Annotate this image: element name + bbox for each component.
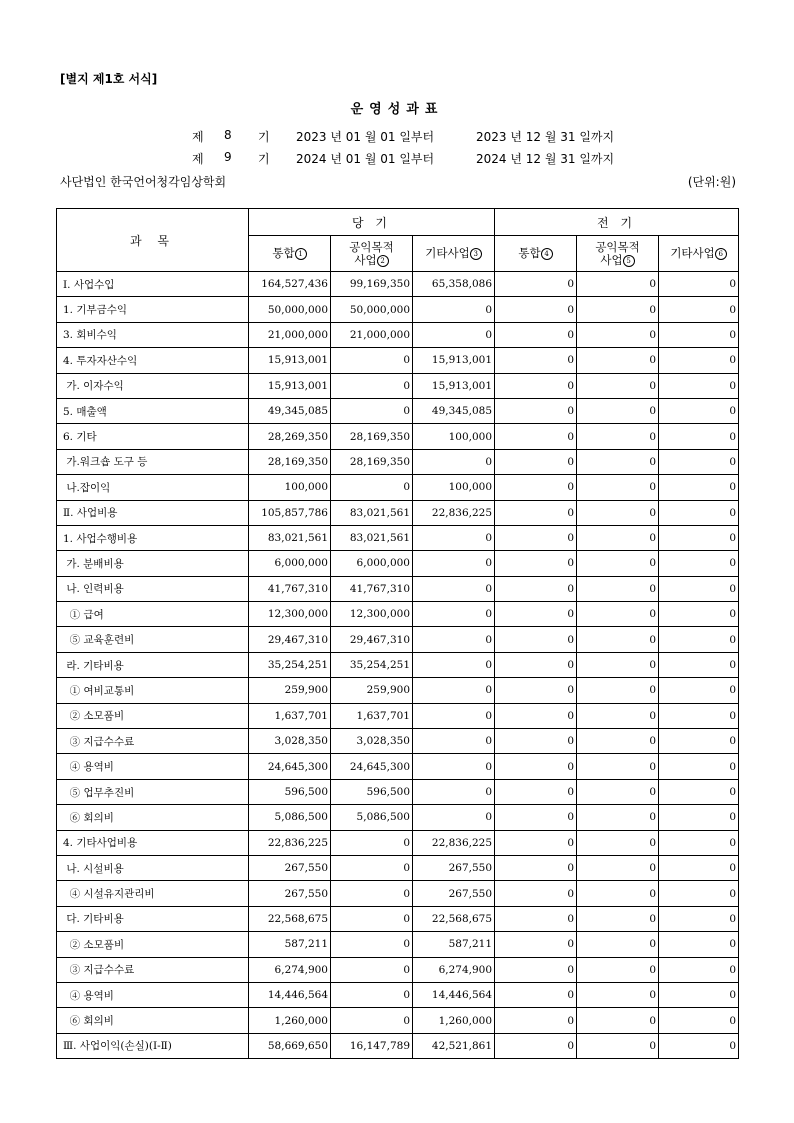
row-value: 83,021,561 (249, 525, 331, 550)
row-value: 0 (577, 957, 659, 982)
row-value: 50,000,000 (331, 297, 413, 322)
row-value: 99,169,350 (331, 272, 413, 297)
row-subject: 가.워크숍 도구 등 (57, 449, 249, 474)
row-value: 259,900 (331, 678, 413, 703)
row-subject: ② 소모품비 (57, 932, 249, 957)
row-value: 0 (577, 500, 659, 525)
row-value: 0 (659, 982, 739, 1007)
period-label: 제 (192, 152, 204, 166)
row-value: 0 (331, 982, 413, 1007)
row-value: 0 (495, 424, 577, 449)
row-value: 0 (577, 1033, 659, 1058)
row-value: 0 (413, 322, 495, 347)
row-value: 15,913,001 (413, 348, 495, 373)
table-row (57, 855, 739, 880)
row-value: 1,637,701 (331, 703, 413, 728)
row-subject: 라. 기타비용 (57, 652, 249, 677)
row-value: 0 (659, 322, 739, 347)
table-row (57, 348, 739, 373)
table-row (57, 805, 739, 830)
period-from: 2024 년 01 월 01 일부터 (296, 152, 435, 166)
row-value: 42,521,861 (413, 1033, 495, 1058)
column-number-badge: 4 (541, 248, 553, 260)
column-number-badge: 5 (623, 255, 635, 267)
row-value: 5,086,500 (331, 805, 413, 830)
row-value: 29,467,310 (249, 627, 331, 652)
row-subject: 6. 기타 (57, 424, 249, 449)
row-value: 0 (495, 729, 577, 754)
row-subject: ③ 지급수수료 (57, 729, 249, 754)
row-value: 14,446,564 (413, 982, 495, 1007)
row-value: 0 (495, 348, 577, 373)
row-value: 0 (577, 449, 659, 474)
row-value: 0 (577, 855, 659, 880)
row-value: 0 (577, 703, 659, 728)
row-value: 0 (577, 906, 659, 931)
row-value: 6,000,000 (331, 551, 413, 576)
row-value: 0 (413, 678, 495, 703)
row-value: 15,913,001 (413, 373, 495, 398)
row-value: 14,446,564 (249, 982, 331, 1007)
table-row (57, 932, 739, 957)
row-value: 0 (331, 348, 413, 373)
row-value: 49,345,085 (249, 398, 331, 423)
row-value: 0 (577, 348, 659, 373)
row-value: 29,467,310 (331, 627, 413, 652)
row-value: 28,169,350 (249, 449, 331, 474)
column-header (413, 236, 495, 272)
row-subject: 가. 이자수익 (57, 373, 249, 398)
row-subject: ③ 지급수수료 (57, 957, 249, 982)
row-value: 0 (659, 1033, 739, 1058)
row-value: 0 (495, 779, 577, 804)
table-row (57, 373, 739, 398)
row-subject: Ⅱ. 사업비용 (57, 500, 249, 525)
column-header (577, 236, 659, 272)
row-value: 100,000 (413, 475, 495, 500)
row-value: 0 (577, 805, 659, 830)
row-value: 6,274,900 (249, 957, 331, 982)
period-gi: 기 (258, 130, 270, 144)
row-subject: ④ 시설유지관리비 (57, 881, 249, 906)
row-value: 0 (659, 703, 739, 728)
column-header-label: 기타사업 (425, 246, 470, 260)
row-value: 0 (413, 576, 495, 601)
table-row (57, 475, 739, 500)
table-row (57, 906, 739, 931)
row-value: 0 (659, 576, 739, 601)
row-value: 0 (659, 627, 739, 652)
table-row (57, 729, 739, 754)
table-row (57, 398, 739, 423)
row-value: 6,000,000 (249, 551, 331, 576)
row-value: 0 (577, 272, 659, 297)
row-value: 0 (495, 500, 577, 525)
row-value: 16,147,789 (331, 1033, 413, 1058)
row-value: 0 (413, 449, 495, 474)
row-value: 587,211 (413, 932, 495, 957)
column-number-badge: 1 (295, 248, 307, 260)
row-value: 0 (577, 881, 659, 906)
row-value: 0 (495, 475, 577, 500)
row-subject: ④ 용역비 (57, 754, 249, 779)
row-value: 21,000,000 (331, 322, 413, 347)
row-value: 0 (659, 1008, 739, 1033)
organization-name: 사단법인 한국언어청각임상학회 (60, 175, 227, 189)
row-value: 28,269,350 (249, 424, 331, 449)
row-value: 22,836,225 (413, 830, 495, 855)
row-value: 0 (659, 500, 739, 525)
row-value: 0 (659, 652, 739, 677)
table-row (57, 652, 739, 677)
row-value: 12,300,000 (331, 602, 413, 627)
table-row (57, 1033, 739, 1058)
row-value: 0 (577, 322, 659, 347)
row-subject: 5. 매출액 (57, 398, 249, 423)
row-value: 100,000 (249, 475, 331, 500)
row-value: 0 (495, 576, 577, 601)
row-value: 0 (331, 475, 413, 500)
row-value: 0 (659, 398, 739, 423)
row-subject: 나. 시설비용 (57, 855, 249, 880)
row-value: 0 (577, 982, 659, 1007)
row-value: 24,645,300 (249, 754, 331, 779)
table-row (57, 1008, 739, 1033)
row-value: 83,021,561 (331, 525, 413, 550)
row-value: 0 (495, 982, 577, 1007)
row-value: 24,645,300 (331, 754, 413, 779)
row-value: 35,254,251 (331, 652, 413, 677)
row-value: 0 (413, 602, 495, 627)
column-number-badge: 6 (715, 248, 727, 260)
row-subject: 1. 사업수행비용 (57, 525, 249, 550)
row-value: 587,211 (249, 932, 331, 957)
period-number: 8 (224, 128, 232, 142)
row-value: 267,550 (413, 855, 495, 880)
row-value: 12,300,000 (249, 602, 331, 627)
operating-results-table (56, 208, 739, 1059)
table-row (57, 272, 739, 297)
column-header-label: 공익목적 사업 (595, 239, 640, 267)
table-row (57, 982, 739, 1007)
row-value: 0 (659, 475, 739, 500)
row-value: 0 (577, 525, 659, 550)
row-value: 21,000,000 (249, 322, 331, 347)
row-value: 105,857,786 (249, 500, 331, 525)
row-value: 0 (659, 906, 739, 931)
row-value: 0 (659, 348, 739, 373)
row-value: 0 (577, 551, 659, 576)
row-value: 28,169,350 (331, 424, 413, 449)
row-value: 0 (577, 652, 659, 677)
row-value: 65,358,086 (413, 272, 495, 297)
row-value: 35,254,251 (249, 652, 331, 677)
row-value: 267,550 (413, 881, 495, 906)
period-gi: 기 (258, 152, 270, 166)
row-subject: ⑥ 회의비 (57, 805, 249, 830)
row-value: 596,500 (249, 779, 331, 804)
row-value: 0 (577, 602, 659, 627)
row-value: 0 (331, 906, 413, 931)
row-value: 0 (495, 932, 577, 957)
row-value: 0 (495, 855, 577, 880)
row-value: 0 (331, 932, 413, 957)
row-value: 0 (331, 957, 413, 982)
row-value: 0 (577, 576, 659, 601)
row-value: 0 (331, 398, 413, 423)
row-value: 596,500 (331, 779, 413, 804)
row-value: 58,669,650 (249, 1033, 331, 1058)
row-value: 1,637,701 (249, 703, 331, 728)
row-subject: 3. 회비수익 (57, 322, 249, 347)
row-value: 0 (659, 551, 739, 576)
period-to: 2024 년 12 월 31 일까지 (476, 152, 615, 166)
row-subject: ⑤ 교육훈련비 (57, 627, 249, 652)
row-value: 0 (659, 881, 739, 906)
table-body (57, 272, 739, 1059)
subject-header: 과 목 (57, 209, 249, 272)
row-value: 1,260,000 (413, 1008, 495, 1033)
row-value: 0 (659, 272, 739, 297)
row-value: 0 (331, 373, 413, 398)
row-value: 0 (413, 754, 495, 779)
column-header (495, 236, 577, 272)
form-label: [별지 제1호 서식] (60, 72, 158, 86)
row-value: 41,767,310 (249, 576, 331, 601)
table-row (57, 627, 739, 652)
row-value: 0 (413, 525, 495, 550)
row-value: 3,028,350 (331, 729, 413, 754)
row-value: 49,345,085 (413, 398, 495, 423)
row-value: 0 (495, 1033, 577, 1058)
row-value: 0 (495, 830, 577, 855)
column-header (249, 236, 331, 272)
row-value: 0 (577, 1008, 659, 1033)
table-row (57, 500, 739, 525)
row-value: 0 (577, 475, 659, 500)
row-value: 50,000,000 (249, 297, 331, 322)
row-value: 41,767,310 (331, 576, 413, 601)
row-value: 22,836,225 (413, 500, 495, 525)
row-value: 0 (413, 779, 495, 804)
row-subject: 1. 기부금수익 (57, 297, 249, 322)
row-value: 0 (577, 678, 659, 703)
row-value: 0 (659, 602, 739, 627)
row-subject: Ⅰ. 사업수입 (57, 272, 249, 297)
row-value: 0 (495, 906, 577, 931)
table-row (57, 602, 739, 627)
unit-label: (단위:원) (687, 175, 736, 189)
row-value: 0 (659, 805, 739, 830)
row-value: 0 (413, 805, 495, 830)
row-value: 0 (659, 779, 739, 804)
column-number-badge: 2 (377, 255, 389, 267)
row-value: 0 (495, 449, 577, 474)
row-subject: 4. 기타사업비용 (57, 830, 249, 855)
row-value: 0 (495, 703, 577, 728)
row-value: 0 (495, 754, 577, 779)
row-subject: 다. 기타비용 (57, 906, 249, 931)
row-value: 0 (413, 627, 495, 652)
row-value: 15,913,001 (249, 373, 331, 398)
table-row (57, 551, 739, 576)
table-row (57, 779, 739, 804)
row-subject: Ⅲ. 사업이익(손실)(Ⅰ-Ⅱ) (57, 1033, 249, 1058)
row-value: 0 (577, 779, 659, 804)
row-value: 0 (495, 297, 577, 322)
document-title: 운영성과표 (350, 102, 444, 117)
row-value: 259,900 (249, 678, 331, 703)
row-value: 0 (331, 855, 413, 880)
row-value: 0 (413, 652, 495, 677)
column-header-label: 기타사업 (670, 246, 715, 260)
table-row (57, 297, 739, 322)
row-value: 0 (577, 729, 659, 754)
column-header-label: 통합 (272, 246, 295, 260)
row-value: 0 (659, 297, 739, 322)
table-row (57, 576, 739, 601)
row-value: 0 (413, 729, 495, 754)
row-value: 6,274,900 (413, 957, 495, 982)
table-row (57, 449, 739, 474)
row-value: 0 (659, 957, 739, 982)
row-value: 0 (331, 881, 413, 906)
table-row (57, 424, 739, 449)
row-subject: ① 여비교통비 (57, 678, 249, 703)
period-label: 제 (192, 130, 204, 144)
row-value: 0 (577, 424, 659, 449)
row-value: 0 (577, 627, 659, 652)
row-value: 0 (495, 272, 577, 297)
header-row-groups (57, 209, 739, 236)
table-row (57, 830, 739, 855)
column-header-label: 공익목적 사업 (349, 239, 394, 267)
row-value: 267,550 (249, 881, 331, 906)
row-subject: 4. 투자자산수익 (57, 348, 249, 373)
row-value: 0 (659, 424, 739, 449)
table-row (57, 525, 739, 550)
row-value: 0 (413, 297, 495, 322)
row-subject: 나.잡이익 (57, 475, 249, 500)
row-value: 0 (413, 703, 495, 728)
period-from: 2023 년 01 월 01 일부터 (296, 130, 435, 144)
row-value: 0 (659, 830, 739, 855)
row-value: 0 (577, 398, 659, 423)
row-value: 0 (331, 1008, 413, 1033)
column-number-badge: 3 (470, 248, 482, 260)
row-value: 0 (331, 830, 413, 855)
row-value: 0 (495, 322, 577, 347)
row-value: 0 (577, 754, 659, 779)
row-value: 0 (495, 398, 577, 423)
row-value: 0 (659, 525, 739, 550)
row-subject: 나. 인력비용 (57, 576, 249, 601)
row-value: 0 (495, 652, 577, 677)
row-value: 0 (495, 551, 577, 576)
row-value: 0 (659, 754, 739, 779)
row-value: 0 (659, 932, 739, 957)
row-subject: ① 급여 (57, 602, 249, 627)
table-row (57, 703, 739, 728)
row-value: 164,527,436 (249, 272, 331, 297)
table-row (57, 881, 739, 906)
row-value: 5,086,500 (249, 805, 331, 830)
row-subject: ④ 용역비 (57, 982, 249, 1007)
row-subject: 가. 분배비용 (57, 551, 249, 576)
row-subject: ⑤ 업무추진비 (57, 779, 249, 804)
row-value: 0 (495, 805, 577, 830)
row-value: 0 (495, 1008, 577, 1033)
table-row (57, 678, 739, 703)
period-number: 9 (224, 150, 232, 164)
row-value: 22,568,675 (249, 906, 331, 931)
row-value: 1,260,000 (249, 1008, 331, 1033)
row-value: 0 (577, 297, 659, 322)
row-value: 0 (577, 932, 659, 957)
row-value: 22,836,225 (249, 830, 331, 855)
previous-period-header: 전 기 (495, 209, 739, 236)
row-value: 0 (495, 957, 577, 982)
row-value: 28,169,350 (331, 449, 413, 474)
row-value: 3,028,350 (249, 729, 331, 754)
row-value: 0 (413, 551, 495, 576)
table-row (57, 754, 739, 779)
row-value: 0 (659, 373, 739, 398)
row-value: 0 (495, 525, 577, 550)
row-value: 0 (495, 627, 577, 652)
row-value: 83,021,561 (331, 500, 413, 525)
column-header-label: 통합 (518, 246, 541, 260)
row-value: 22,568,675 (413, 906, 495, 931)
table-row (57, 322, 739, 347)
row-value: 0 (659, 855, 739, 880)
row-value: 0 (495, 881, 577, 906)
row-value: 0 (577, 830, 659, 855)
row-value: 0 (659, 729, 739, 754)
row-value: 0 (495, 602, 577, 627)
row-value: 100,000 (413, 424, 495, 449)
row-subject: ② 소모품비 (57, 703, 249, 728)
column-header (659, 236, 739, 272)
column-header (331, 236, 413, 272)
row-value: 0 (495, 373, 577, 398)
row-value: 15,913,001 (249, 348, 331, 373)
current-period-header: 당 기 (249, 209, 495, 236)
row-value: 0 (495, 678, 577, 703)
row-subject: ⑥ 회의비 (57, 1008, 249, 1033)
row-value: 267,550 (249, 855, 331, 880)
period-to: 2023 년 12 월 31 일까지 (476, 130, 615, 144)
row-value: 0 (659, 678, 739, 703)
row-value: 0 (577, 373, 659, 398)
row-value: 0 (659, 449, 739, 474)
table-row (57, 957, 739, 982)
